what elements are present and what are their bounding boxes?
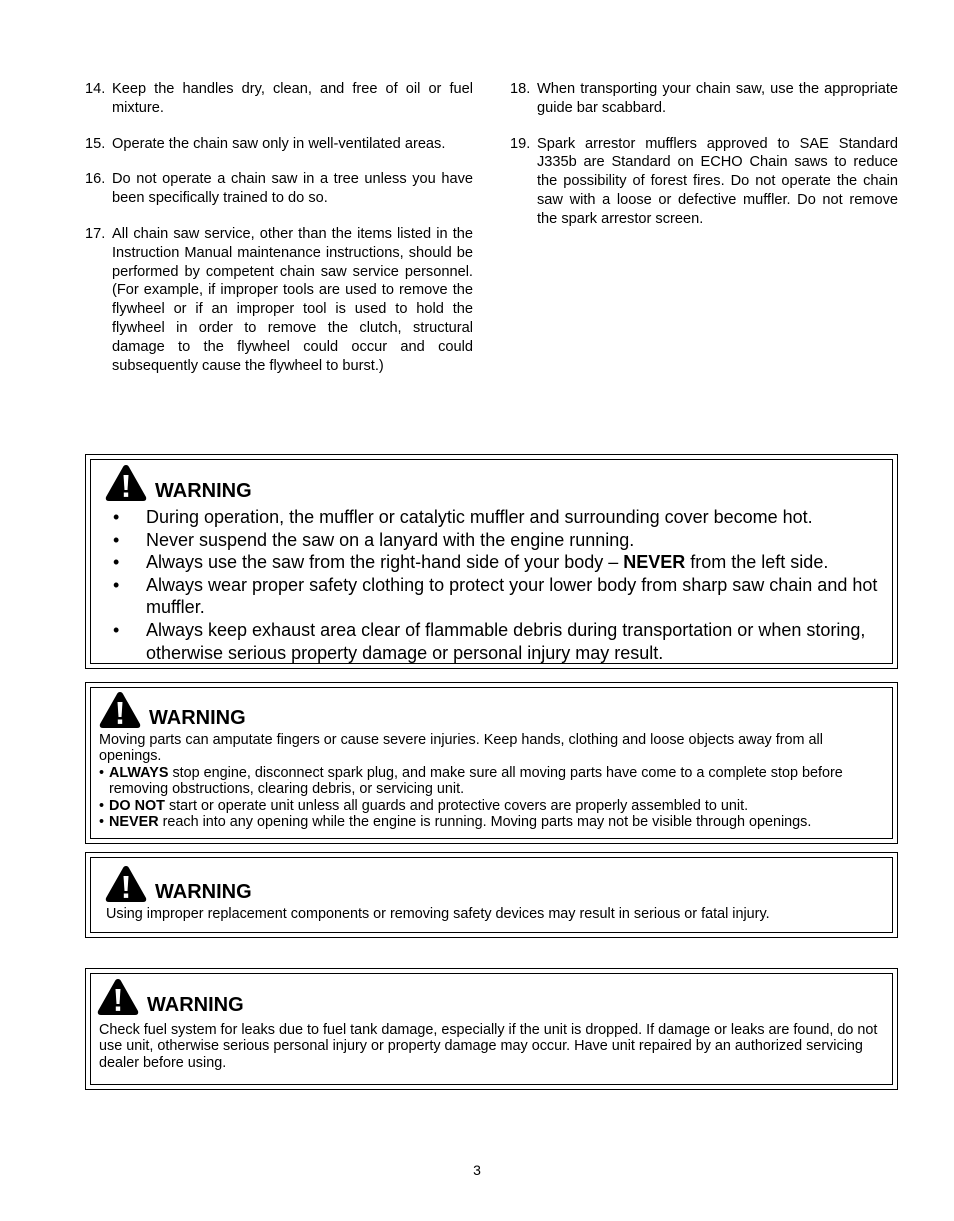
bullet-text-post: from the left side. [685,552,829,573]
warning-body: Check fuel system for leaks due to fuel tank damage, especially if the unit is dropped. If damage or leaks are found, do not use unit, otherwise serious personal injury or property damage may occur. Have unit repaired by an authorized servicing dealer before using. [99,1022,878,1071]
left-column [85,80,473,392]
page-number: 3 [473,1162,481,1178]
warning-box-inner [90,459,893,664]
list-item [510,80,898,118]
warning-header [105,464,252,502]
bullet: • [99,814,105,831]
bullet-text-rest: start or operate unit unless all guards and protective covers are properly assembled to unit. [164,797,749,814]
list-item [113,574,888,619]
item-number: 16. [85,171,106,188]
list-item [99,765,884,798]
emphasis: NEVER [109,814,159,831]
item-text: Operate the chain saw only in well-ventilated areas. [112,135,446,152]
bullet-text-rest: reach into any opening while the engine is running. Moving parts may not be visible through openings. [158,814,812,831]
bullet-text [109,765,884,798]
list-item [113,619,888,664]
right-column [510,80,898,246]
warning-box-inner [90,687,893,839]
bullet-text-pre: Always use the saw from the right-hand side of your body – [146,552,624,573]
list-item [113,506,888,529]
item-number: 17. [85,225,106,242]
list-item [85,80,473,118]
bullet-text-rest: stop engine, disconnect spark plug, and make sure all moving parts have come to a complete stop before removing obstructions, clearing debris, or servicing unit. [109,764,843,798]
bullet-text: Always keep exhaust area clear of flammable debris during transportation or when storing, otherwise serious property damage or personal injury may result. [146,619,866,663]
warning-box-inner [90,973,893,1085]
list-item [99,798,884,814]
list-item [85,225,473,375]
bullet: • [113,552,120,573]
warning-box-replacement-components [85,852,898,938]
warning-triangle-icon [105,865,147,903]
warning-header [99,691,246,729]
list-item [99,814,884,830]
item-text: Keep the handles dry, clean, and free of oil or fuel mixture. [112,81,473,116]
item-text: Do not operate a chain saw in a tree unless you have been specifically trained to do so. [112,171,473,207]
list-item [85,135,473,154]
warning-title: WARNING [155,480,252,502]
bullet-text: Never suspend the saw on a lanyard with the engine running. [146,529,635,550]
item-number: 19. [510,135,531,152]
warning-title: WARNING [149,707,246,729]
bullet: • [113,529,120,550]
bullet-text [146,551,828,574]
emphasis: DO NOT [109,797,165,814]
item-text: Spark arrestor mufflers approved to SAE Standard J335b are Standard on ECHO Chain saws to reduce the possibility of forest fires. Do not operate the chain saw with a loose or defective muffler. Do not remove the spark arrestor screen. [537,135,898,227]
warning-box-inner [90,857,893,933]
emphasis: ALWAYS [109,764,169,781]
bullet: • [113,574,120,595]
warning-title: WARNING [155,881,252,903]
warning-box-moving-parts [85,682,898,844]
emphasis-never: NEVER [623,552,686,573]
warning-intro: Moving parts can amputate fingers or cause severe injuries. Keep hands, clothing and loose objects away from all openings. [99,732,823,765]
warning-title: WARNING [147,994,244,1016]
warning-triangle-icon [105,464,147,502]
list-item [85,170,473,208]
bullet-text [109,814,811,830]
bullet: • [99,797,105,814]
list-item [510,135,898,229]
warning-triangle-icon [97,978,139,1016]
warning-box-fuel-leaks [85,968,898,1090]
bullet: • [113,507,120,527]
item-number: 14. [85,81,106,97]
item-number: 15. [85,135,106,152]
bullet-text [109,798,748,814]
warning-bullet-list [113,506,888,664]
warning-triangle-icon [99,691,141,729]
bullet: • [99,764,105,781]
item-text: When transporting your chain saw, use the appropriate guide bar scabbard. [537,81,898,116]
warning-header [105,865,252,903]
warning-box-hot-muffler [85,454,898,669]
list-item [113,551,888,574]
item-text: All chain saw service, other than the items listed in the Instruction Manual maintenance instructions, should be performed by competent chain saw service personnel. (For example, if improper tools are used to remove the flywheel or if an improper tool is used to hold the flywheel in order to remove the clutch, structural damage to the flywheel could occur and could subsequently cause the flywheel to burst.) [112,225,473,374]
bullet-text: During operation, the muffler or catalytic muffler and surrounding cover become hot. [146,507,813,527]
warning-header [97,978,244,1016]
warning-body: Using improper replacement components or removing safety devices may result in serious or fatal injury. [106,906,770,922]
list-item [113,529,888,552]
bullet: • [113,619,120,640]
bullet-text: Always wear proper safety clothing to protect your lower body from sharp saw chain and hot muffler. [146,574,878,618]
warning-body [99,732,884,830]
item-number: 18. [510,81,531,97]
